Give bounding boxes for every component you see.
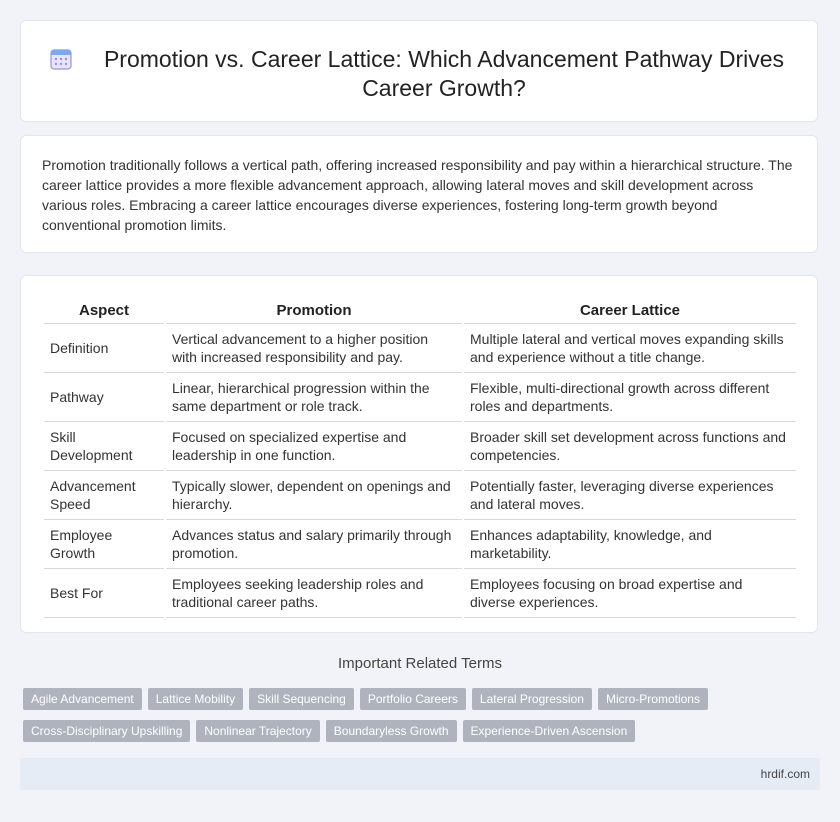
intro-card xyxy=(20,135,818,253)
related-term-tag[interactable]: Lattice Mobility xyxy=(148,688,243,710)
column-header-promotion: Promotion xyxy=(166,293,462,324)
table-cell-promotion: Linear, hierarchical progression within the same department or role track. xyxy=(166,373,462,422)
table-cell-aspect: Advancement Speed xyxy=(44,471,164,520)
table-cell-promotion: Employees seeking leadership roles and traditional career paths. xyxy=(166,569,462,618)
related-term-tag[interactable]: Experience-Driven Ascension xyxy=(463,720,636,742)
table-cell-aspect: Skill Development xyxy=(44,422,164,471)
table-cell-promotion: Focused on specialized expertise and leadership in one function. xyxy=(166,422,462,471)
table-row xyxy=(44,471,796,520)
table-row xyxy=(44,569,796,618)
table-cell-career-lattice: Broader skill set development across functions and competencies. xyxy=(464,422,796,471)
footer-site-link[interactable]: hrdif.com xyxy=(760,767,810,781)
related-term-tag[interactable]: Lateral Progression xyxy=(472,688,592,710)
related-term-tag[interactable]: Boundaryless Growth xyxy=(326,720,457,742)
table-cell-promotion: Vertical advancement to a higher position with increased responsibility and pay. xyxy=(166,324,462,373)
table-cell-promotion: Typically slower, dependent on openings and hierarchy. xyxy=(166,471,462,520)
title-card xyxy=(20,20,818,122)
table-row xyxy=(44,422,796,471)
related-term-tag[interactable]: Nonlinear Trajectory xyxy=(196,720,319,742)
table-cell-career-lattice: Multiple lateral and vertical moves expanding skills and experience without a title change. xyxy=(464,324,796,373)
table-cell-aspect: Definition xyxy=(44,324,164,373)
table-row xyxy=(44,520,796,569)
comparison-table xyxy=(42,293,798,618)
page-title: Promotion vs. Career Lattice: Which Advancement Pathway Drives Career Growth? xyxy=(103,46,785,101)
intro-paragraph: Promotion traditionally follows a vertical path, offering increased responsibility and pay within a hierarchical structure. The career lattice provides a more flexible advancement approach, allowing lateral moves and skill development across various roles. Embracing a career lattice encourages diverse experiences, fostering long-term growth beyond conventional promotion limits. xyxy=(42,157,793,233)
related-term-tag[interactable]: Cross-Disciplinary Upskilling xyxy=(23,720,190,742)
table-cell-career-lattice: Enhances adaptability, knowledge, and marketability. xyxy=(464,520,796,569)
table-row xyxy=(44,324,796,373)
table-cell-aspect: Best For xyxy=(44,569,164,618)
column-header-career-lattice: Career Lattice xyxy=(464,293,796,324)
table-cell-career-lattice: Potentially faster, leveraging diverse experiences and lateral moves. xyxy=(464,471,796,520)
table-cell-aspect: Employee Growth xyxy=(44,520,164,569)
table-cell-aspect: Pathway xyxy=(44,373,164,422)
table-cell-career-lattice: Employees focusing on broad expertise and diverse experiences. xyxy=(464,569,796,618)
related-term-tag[interactable]: Portfolio Careers xyxy=(360,688,466,710)
table-row xyxy=(44,373,796,422)
related-terms-heading: Important Related Terms xyxy=(338,655,502,672)
table-cell-career-lattice: Flexible, multi-directional growth across different roles and departments. xyxy=(464,373,796,422)
column-header-aspect: Aspect xyxy=(44,293,164,324)
related-terms-list xyxy=(23,688,823,752)
footer xyxy=(20,758,820,790)
comparison-table-card xyxy=(20,275,818,633)
table-header-row xyxy=(44,293,796,324)
table-cell-promotion: Advances status and salary primarily through promotion. xyxy=(166,520,462,569)
related-term-tag[interactable]: Micro-Promotions xyxy=(598,688,708,710)
calendar-icon xyxy=(49,47,73,71)
related-term-tag[interactable]: Agile Advancement xyxy=(23,688,142,710)
related-term-tag[interactable]: Skill Sequencing xyxy=(249,688,354,710)
